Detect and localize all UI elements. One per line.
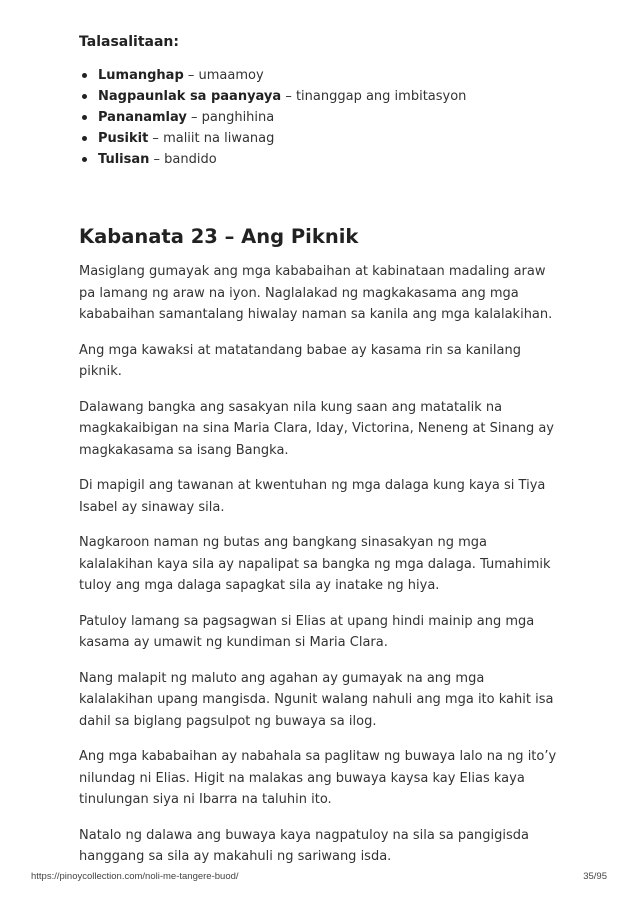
vocabulary-separator: – xyxy=(281,89,296,104)
vocabulary-separator: – xyxy=(148,131,164,146)
bullet-icon xyxy=(82,73,87,78)
paragraph: Di mapigil ang tawanan at kwentuhan ng mga dalaga kung kaya si Tiya Isabel ay sinaway sila. xyxy=(79,478,546,515)
paragraph: Natalo ng dalawa ang buwaya kaya nagpatuloy na sila sa pangigisda hanggang sa sila ay makahuli ng sariwang isda. xyxy=(79,827,530,864)
vocabulary-list xyxy=(79,65,559,170)
paragraph: Masiglang gumayak ang mga kababaihan at kabinataan madaling araw pa lamang ng araw na iyon. Naglalakad ng magkakasama ang mga kababaihan samantalang hiwalay naman sa kanila ang mga kalalakihan. xyxy=(79,264,553,322)
page-content xyxy=(79,33,559,882)
paragraph: Nang malapit ng maluto ang agahan ay gumayak na ang mga kalalakihan upang mangisda. Ngunit walang nahuli ang mga ito kahit isa dahil sa biglang pagsulpot ng buwaya sa ilog. xyxy=(79,670,554,729)
vocabulary-definition: umaamoy xyxy=(198,68,264,83)
vocabulary-term: Tulisan xyxy=(98,152,150,167)
bullet-icon xyxy=(82,94,87,99)
paragraph: Nagkaroon naman ng butas ang bangkang sinasakyan ng mga kalalakihan kaya sila ay napalipat sa bangka ng mga dalaga. Tumahimik tuloy ang mga dalaga sapagkat sila ay inatake ng hiya. xyxy=(79,535,551,593)
paragraph: Patuloy lamang sa pagsagwan si Elias at upang hindi mainip ang mga kasama ay umawit ng kundiman si Maria Clara. xyxy=(79,613,535,650)
paragraph: Dalawang bangka ang sasakyan nila kung saan ang matatalik na magkakaibigan na sina Maria Clara, Iday, Victorina, Neneng at Sinang ay magkakasama sa isang Bangka. xyxy=(79,399,554,458)
vocabulary-term: Nagpaunlak sa paanyaya xyxy=(98,89,282,104)
vocabulary-heading: Talasalitaan: xyxy=(79,34,179,50)
vocabulary-definition: bandido xyxy=(164,152,217,167)
vocabulary-item xyxy=(79,65,559,86)
vocabulary-separator: – xyxy=(149,152,165,167)
vocabulary-definition: panghihina xyxy=(201,110,275,125)
vocabulary-definition: maliit na liwanag xyxy=(163,131,275,146)
paragraph: Ang mga kawaksi at matatandang babae ay kasama rin sa kanilang piknik. xyxy=(79,342,521,379)
bullet-icon xyxy=(82,115,87,120)
bullet-icon xyxy=(82,157,87,162)
vocabulary-item xyxy=(79,128,559,149)
page-footer xyxy=(31,871,607,882)
vocabulary-term: Pusikit xyxy=(98,131,149,146)
vocabulary-item xyxy=(79,107,559,128)
page-number: 35/95 xyxy=(583,871,607,882)
vocabulary-separator: – xyxy=(186,110,202,125)
vocabulary-separator: – xyxy=(183,68,199,83)
paragraph: Ang mga kababaihan ay nabahala sa paglitaw ng buwaya lalo na ng ito’y nilundag ni Elias. Higit na malakas ang buwaya kaysa kay Elias kaya tinulungan siya ni Ibarra na taluhin ito. xyxy=(79,749,557,807)
vocabulary-term: Pananamlay xyxy=(98,110,187,125)
vocabulary-definition: tinanggap ang imbitasyon xyxy=(295,89,467,104)
chapter-title: Kabanata 23 – Ang Piknik xyxy=(79,225,359,248)
bullet-icon xyxy=(82,136,87,141)
vocabulary-item xyxy=(79,86,559,107)
source-url-link[interactable]: https://pinoycollection.com/noli-me-tangere-buod/ xyxy=(31,871,239,882)
vocabulary-term: Lumanghap xyxy=(98,68,184,83)
vocabulary-item xyxy=(79,149,559,170)
